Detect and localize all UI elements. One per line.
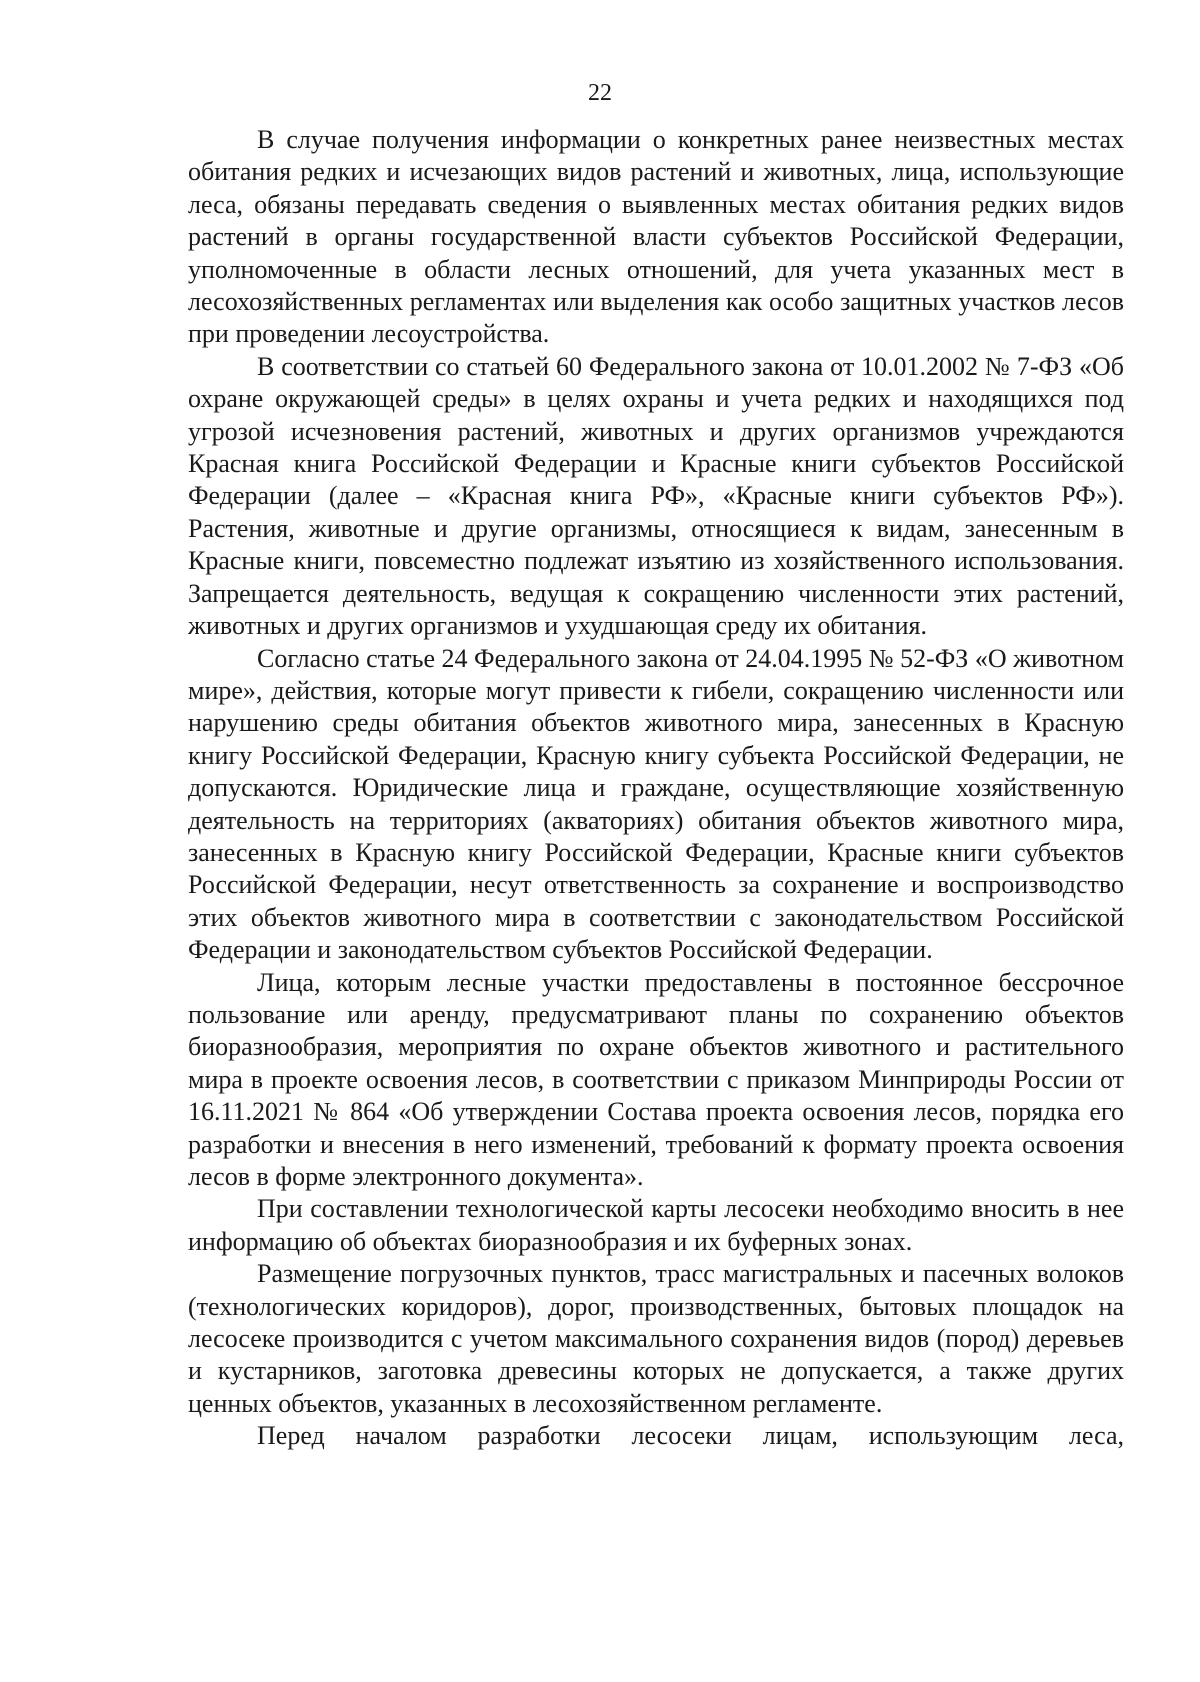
paragraph-loading-points-placement: Размещение погрузочных пунктов, трасс магистральных и пасечных волоков (технологических коридоров), дорог, производственных, бытовых площадок на лесосеке производится с учетом максимального сохранения видов (пород) деревьев и кустарников, заготовка древесины которых не допускается, а также других ценных объектов, указанных в лесохозяйственном регламенте. [188,1259,1124,1418]
document-body [188,124,1124,1453]
paragraph-rare-species-info: В случае получения информации о конкретных ранее неизвестных местах обитания редких и исчезающих видов растений и животных, лица, использующие леса, обязаны передавать сведения о выявленных местах обитания редких видов растений в органы государственной власти субъектов Российской Федерации, уполномоченные в области лесных отношений, для учета указанных мест в лесохозяйственных регламентах или выделения как особо защитных участков лесов при проведении лесоустройства. [188,125,1124,349]
paragraph-before-logging: Перед началом разработки лесосеки лицам, использующим леса, [257,1421,1124,1451]
paragraph-animal-world-law: Согласно статье 24 Федерального закона от 24.04.1995 № 52-ФЗ «О животном мире», действия, которые могут привести к гибели, сокращению численности или нарушению среды обитания объектов животного мира, занесенных в Красную книгу Российской Федерации, Красную книгу субъекта Российской Федерации, не допускаются. Юридические лица и граждане, осуществляющие хозяйственную деятельность на территориях (акваториях) обитания объектов животного мира, занесенных в Красную книгу Российской Федерации, Красные книги субъектов Российской Федерации, несут ответственность за сохранение и воспроизводство этих объектов животного мира в соответствии с законодательством Российской Федерации и законодательством субъектов Российской Федерации. [188,643,1124,965]
paragraph-red-book-law: В соответствии со статьей 60 Федерального закона от 10.01.2002 № 7-ФЗ «Об охране окружающей среды» в целях охраны и учета редких и находящихся под угрозой исчезновения растений, животных и других организмов учреждаются Красная книга Российской Федерации и Красные книги субъектов Российской Федерации (далее – «Красная книга РФ», «Красные книги субъектов РФ»). Растения, животные и другие организмы, относящиеся к видам, занесенным в Красные книги, повсеместно подлежат изъятию из хозяйственного использования. Запрещается деятельность, ведущая к сокращению численности этих растений, животных и других организмов и ухудшающая среду их обитания. [188,351,1124,641]
paragraph-technological-map: При составлении технологической карты лесосеки необходимо вносить в нее информацию об объектах биоразнообразия и их буферных зонах. [188,1194,1124,1256]
page-number: 22 [588,80,612,106]
paragraph-forest-development-project: Лица, которым лесные участки предоставлены в постоянное бессрочное пользование или аренду, предусматривают планы по сохранению объектов биоразнообразия, мероприятия по охране объектов животного и растительного мира в проекте освоения лесов, в соответствии с приказом Минприроды России от 16.11.2021 № 864 «Об утверждении Состава проекта освоения лесов, порядка его разработки и внесения в него изменений, требований к формату проекта освоения лесов в форме электронного документа». [188,967,1124,1191]
